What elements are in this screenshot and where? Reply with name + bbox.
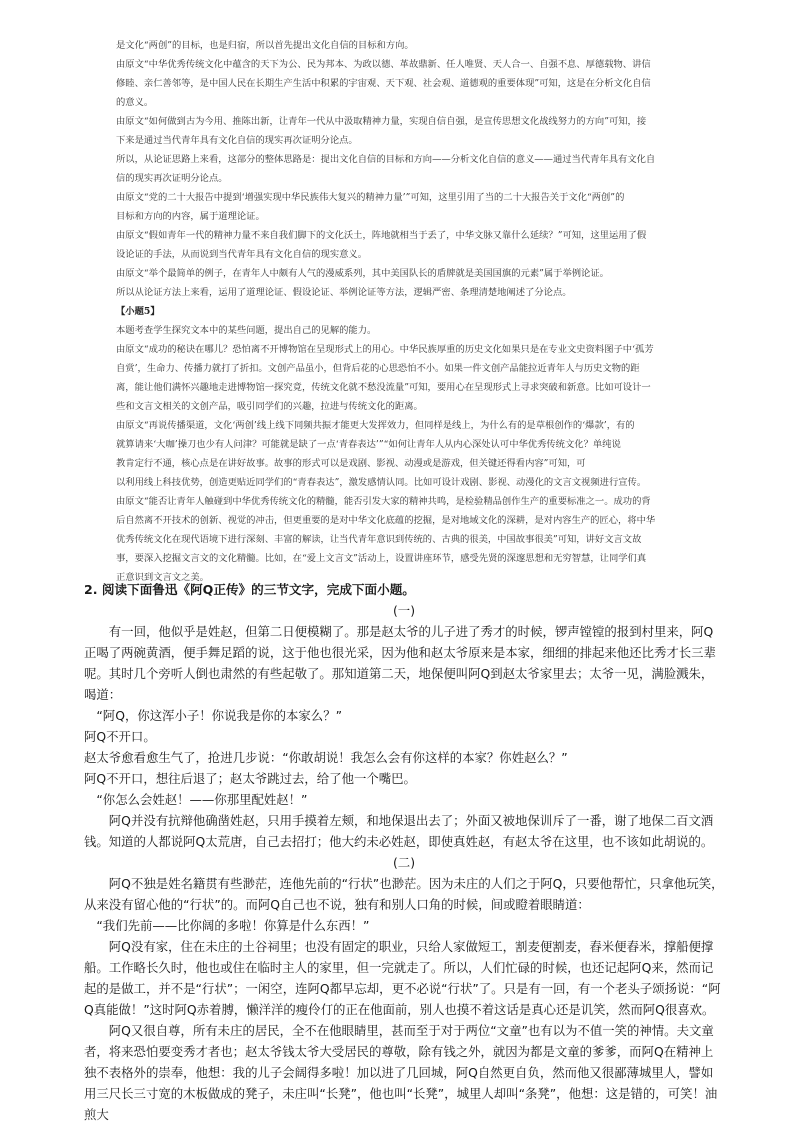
explanation-line: 事，要深入挖掘文言文的文化精髓。比如，在“爱上文言文”活动上，设置讲座环节，感受先贤的深邃思想和无穷智慧，让同学们真 bbox=[116, 553, 647, 564]
explanation-line: 信的现实再次证明分论点。 bbox=[116, 173, 228, 184]
explanation-line: 离，能让他们满怀兴趣地走进博物馆一探究竟，传统文化就不愁没流量”可知，要用心在呈现形式上寻求突破和新意。比如可设计一 bbox=[116, 382, 651, 393]
passage-paragraph: 阿Q不独是姓名籍贯有些渺茫，连他先前的“行状”也渺茫。因为未庄的人们之于阿Q，只要他帮忙，只拿他玩笑，从来没有留心他的“行状”的。而阿Q自己也不说，独有和别人口角的时候，间或瞪着眼睛道： bbox=[84, 876, 724, 912]
explanation-line: 本题考查学生探究文本中的某些问题，提出自己的见解的能力。 bbox=[116, 325, 377, 336]
question-title: 2. 阅读下面鲁迅《阿Q正传》的三节文字，完成下面小题。 bbox=[84, 582, 415, 597]
explanation-line: 后自然离不开技术的创新、视觉的冲击，但更重要的是对中华文化底蕴的挖掘，是对地域文化的深耕，是对内容生产的匠心，将中华 bbox=[116, 515, 656, 526]
section-heading: (二) bbox=[392, 855, 416, 870]
reading-question-block bbox=[84, 579, 724, 1125]
explanation-line: 所以从论证方法上来看，运用了道理论证、假设论证、举例论证等方法，逻辑严密、条理清楚地阐述了分论点。 bbox=[116, 287, 572, 298]
explanation-line: 目标和方向的内容，属于道理论证。 bbox=[116, 211, 265, 222]
explanation-line: 由原文“成功的秘诀在哪儿？恐怕离不开博物馆在呈现形式上的用心。中华民族厚重的历史文化如果只是在专业文史资料图子中‘孤芳 bbox=[116, 344, 654, 355]
explanation-line: 由原文“能否让青年人触碰到中华优秀传统文化的精髓，能否引发大家的精神共鸣，是检验精品创作生产的重要标准之一。成功的背 bbox=[116, 496, 651, 507]
explanation-line: 正意识到文言文之美。 bbox=[116, 572, 209, 583]
passage-paragraph: 阿Q并没有抗辩他确凿姓赵，只用手摸着左颊，和地保退出去了；外面又被地保训斥了一番，谢了地保二百文酒钱。知道的人都说阿Q太荒唐，自己去招打；他大约未必姓赵，即使真姓赵，有赵太爷在这里，也不该如此胡说的。 bbox=[84, 813, 714, 849]
dialogue-line: “阿Q，你这浑小子！你说我是你的本家么？” bbox=[96, 708, 343, 723]
dialogue-line: “你怎么会姓赵！——你那里配姓赵！” bbox=[96, 792, 308, 807]
explanation-line: 些和文言文相关的文创产品，吸引同学们的兴趣，拉进与传统文化的距离。 bbox=[116, 401, 423, 412]
explanation-line: 所以，从论证思路上来看，这部分的整体思路是：提出文化自信的目标和方向——分析文化自信的意义——通过当代青年具有文化自 bbox=[116, 154, 656, 165]
explanation-line: 设论证的手法，从而说到当代青年具有文化自信的现实意义。 bbox=[116, 249, 368, 260]
answer-explanation-block bbox=[116, 36, 678, 587]
explanation-line: 由原文“中华优秀传统文化中蕴含的天下为公、民为邦本、为政以德、革故鼎新、任人唯贤、天人合一、自强不息、厚德载物、讲信 bbox=[116, 59, 651, 70]
explanation-line: 由原文“举个最简单的例子，在青年人中颇有人气的漫威系列，其中美国队长的盾牌就是美国国旗的元素”属于举例论证。 bbox=[116, 268, 609, 279]
dialogue-line: “我们先前——比你阔的多啦！你算是什么东西！” bbox=[96, 918, 370, 933]
explanation-line: 就算请来‘大咖’操刀也少有人问津？可能就是缺了一点‘青春表达’”“如何让青年人从内心深处认可中华优秀传统文化？单纯说 bbox=[116, 439, 621, 450]
subquestion-tag: 【小题5】 bbox=[116, 306, 160, 317]
explanation-line: 由原文“假如青年一代的精神力量不来自我们脚下的文化沃土，阵地就相当于丢了，中华文脉又靠什么延续？”可知，这里运用了假 bbox=[116, 230, 647, 241]
passage-paragraph: 阿Q没有家，住在未庄的土谷祠里；也没有固定的职业，只给人家做短工，割麦便割麦，舂米便舂米，撑船便撑船。工作略长久时，他也或住在临时主人的家里，但一完就走了。所以，人们忙碌的时候，也还记起阿Q来，然而记起的是做工，并不是“行状”；一闲空，连阿Q都早忘却，更不必说“行状”了。只是有一回，有一个老头子颂扬说：“阿Q真能做！”这时阿Q赤着膊，懒洋洋的瘦伶仃的正在他面前，别人也摸不着这话是真心还是讥笑，然而阿Q很喜欢。 bbox=[84, 939, 721, 1017]
passage-paragraph: 阿Q不开口。 bbox=[84, 729, 156, 744]
explanation-line: 修睦、亲仁善邻等，是中国人民在长期生产生活中积累的宇宙观、天下观、社会观、道德观的重要体现”可知，这是在分析文化自信 bbox=[116, 78, 651, 89]
explanation-line: 由原文“如何做到古为今用、推陈出新，让青年一代从中汲取精神力量，实现自信自强，是宣传思想文化战线努力的方向”可知，接 bbox=[116, 116, 647, 127]
passage-paragraph: 阿Q不开口，想往后退了；赵太爷跳过去，给了他一个嘴巴。 bbox=[84, 771, 416, 786]
explanation-line: 自赏’，生命力、传播力就打了折扣。文创产品虽小，但背后花的心思恐怕不小。如果一件文创产品能拉近青年人与历史文物的距 bbox=[116, 363, 640, 374]
passage-sections bbox=[84, 600, 724, 1125]
passage-paragraph: 阿Q又很自尊，所有未庄的居民，全不在他眼睛里，甚而至于对于两位“文童”也有以为不值一笑的神情。夫文童者，将来恐怕要变秀才者也；赵太爷钱太爷大受居民的尊敬，除有钱之外，就因为都是文童的爹爹，而阿Q在精神上独不表格外的崇奉，他想：我的儿子会阔得多啦！加以进了几回城，阿Q自然更自负，然而他又很鄙薄城里人，譬如用三尺长三寸宽的木板做成的凳子，未庄叫“长凳”，他也叫“长凳”，城里人却叫“条凳”，他想：这是错的，可笑！油煎大 bbox=[84, 1023, 718, 1122]
explanation-line: 以利用线上科技优势，创造更贴近同学们的“青春表达”，激发感情认同。比如可设计戏剧、影视、动漫化的文言文视频进行宣传。 bbox=[116, 477, 647, 488]
explanation-line: 优秀传统文化在现代语境下进行深刻、丰富的解读，让当代青年意识到传统的、古典的很美，中国故事很美”可知，讲好文言文故 bbox=[116, 534, 642, 545]
section-heading: (一) bbox=[392, 603, 416, 618]
explanation-line: 是文化“两创”的目标，也是归宿，所以首先提出文化自信的目标和方向。 bbox=[116, 40, 414, 51]
explanation-line: 教肯定行不通，核心点是在讲好故事。故事的形式可以是戏剧、影视、动漫或是游戏，但关键还得看内容”可知，可 bbox=[116, 458, 586, 469]
passage-paragraph: 赵太爷愈看愈生气了，抢进几步说：“你敢胡说！我怎么会有你这样的本家？你姓赵么？” bbox=[84, 750, 568, 765]
explanation-line: 的意义。 bbox=[116, 97, 154, 108]
explanation-line: 由原文“党的二十大报告中提到‘增强实现中华民族伟大复兴的精神力量’”可知，这里引用了当的二十大报告关于文化“两创”的 bbox=[116, 192, 625, 203]
explanation-line: 下来是通过当代青年具有文化自信的现实再次证明分论点。 bbox=[116, 135, 358, 146]
passage-paragraph: 有一回，他似乎是姓赵，但第二日便模糊了。那是赵太爷的儿子进了秀才的时候，锣声镗镗的报到村里来，阿Q正喝了两碗黄酒，便手舞足蹈的说，这于他也很光采，因为他和赵太爷原来是本家，细细的排起来他还比秀才长三辈呢。其时几个旁听人倒也肃然的有些起敬了。那知道第二天，地保便叫阿Q到赵太爷家里去；太爷一见，满脸溅朱，喝道： bbox=[84, 624, 716, 702]
explanation-line: 由原文“再说传播渠道，文化‘两创’线上线下同频共振才能更大发挥效力，但同样是线上，为什么有的是草根创作的‘爆款’，有的 bbox=[116, 420, 635, 431]
